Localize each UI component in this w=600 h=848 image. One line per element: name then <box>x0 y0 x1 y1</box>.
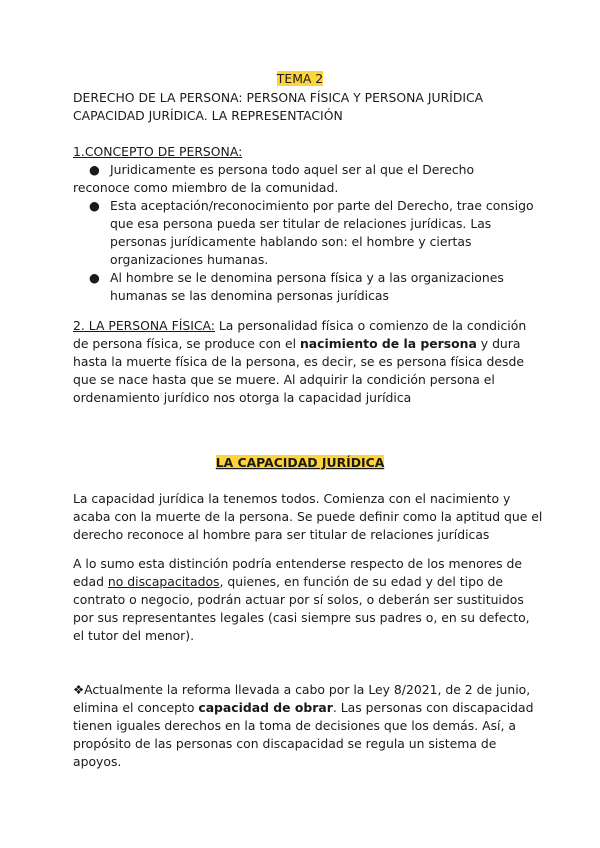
section2-paragraph <box>73 317 543 407</box>
bullet1-line1: Juridicamente es persona todo aquel ser al que el Derecho <box>110 162 475 177</box>
section2-text-b: y dura hasta la muerte física de la persona, es decir, se es persona física desde que se nace hasta que se muere. Al adquirir la condición persona el ordenamiento jurídico nos otorga la capacidad jurídica <box>73 336 524 405</box>
capacidad-paragraph-3 <box>73 681 543 771</box>
bullet-item <box>73 269 543 305</box>
capacidad-p2-a: A lo sumo esta distinción podría entenderse respecto de los menores de edad <box>73 556 522 589</box>
section2-text-a: La personalidad física o comienzo de la condición de persona física, se produce con el <box>73 318 527 351</box>
document-heading <box>73 89 543 125</box>
capacidad-p3 <box>73 681 543 771</box>
section2-title: 2. LA PERSONA FÍSICA: <box>73 318 215 333</box>
capacidad-p3-bold: capacidad de obrar <box>198 700 333 715</box>
bullet3-text: Al hombre se le denomina persona física y a las organizaciones humanas se las denomina personas jurídicas <box>110 270 504 303</box>
heading-line-2: CAPACIDAD JURÍDICA. LA REPRESENTACIÓN <box>73 108 343 123</box>
section1-title: 1.CONCEPTO DE PERSONA: <box>73 144 243 159</box>
bullet2-text: Esta aceptación/reconocimiento por parte del Derecho, trae consigo que esa persona pueda ser titular de relaciones jurídicas. Las personas jurídicamente hablando son: el hombre y ciertas organizaciones humanas. <box>110 198 534 267</box>
bullet-item <box>73 197 543 269</box>
bullet-icon: ● <box>89 270 100 285</box>
section-persona-fisica <box>73 317 543 407</box>
capacidad-p2-b: , quienes, en función de su edad y del tipo de contrato o negocio, podrán actuar por sí solos, o deberán ser sustituidos por sus representantes legales (casi siempre sus padres o, en su defecto, el tutor del menor). <box>73 574 530 643</box>
capacidad-p2-underlined: no discapacitados <box>107 574 220 589</box>
section2-bold: nacimiento de la persona <box>299 336 477 351</box>
capacidad-p1-text: La capacidad jurídica la tenemos todos. Comienza con el nacimiento y acaba con la muerte de la persona. Se puede definir como la aptitud que el derecho reconoce al hombre para ser titular de relaciones jurídicas <box>73 491 543 542</box>
title-highlight: TEMA 2 <box>276 71 324 86</box>
capacidad-paragraph-2 <box>73 555 543 645</box>
capacidad-paragraph-1 <box>73 490 543 544</box>
heading-line-1: DERECHO DE LA PERSONA: PERSONA FÍSICA Y PERSONA JURÍDICA <box>73 90 484 105</box>
bullet-icon: ● <box>89 198 100 213</box>
document-title <box>0 70 600 88</box>
bullet-item <box>73 161 543 179</box>
bullet1-line2: reconoce como miembro de la comunidad. <box>73 180 339 195</box>
diamond-bullet-icon: ❖ <box>73 682 85 697</box>
capacidad-p2 <box>73 555 543 645</box>
capacidad-p3-a: Actualmente la reforma llevada a cabo por la Ley 8/2021, de 2 de junio, elimina el concepto <box>73 682 531 715</box>
section-concepto-persona <box>73 143 543 305</box>
capacidad-p3-b: . Las personas con discapacidad tienen iguales derechos en la toma de decisiones que los demás. Así, a propósito de las personas con discapacidad se regula un sistema de apoyos. <box>73 700 534 769</box>
capacidad-title <box>0 454 600 472</box>
bullet-icon: ● <box>89 162 100 177</box>
capacidad-title-text: LA CAPACIDAD JURÍDICA <box>215 455 385 470</box>
